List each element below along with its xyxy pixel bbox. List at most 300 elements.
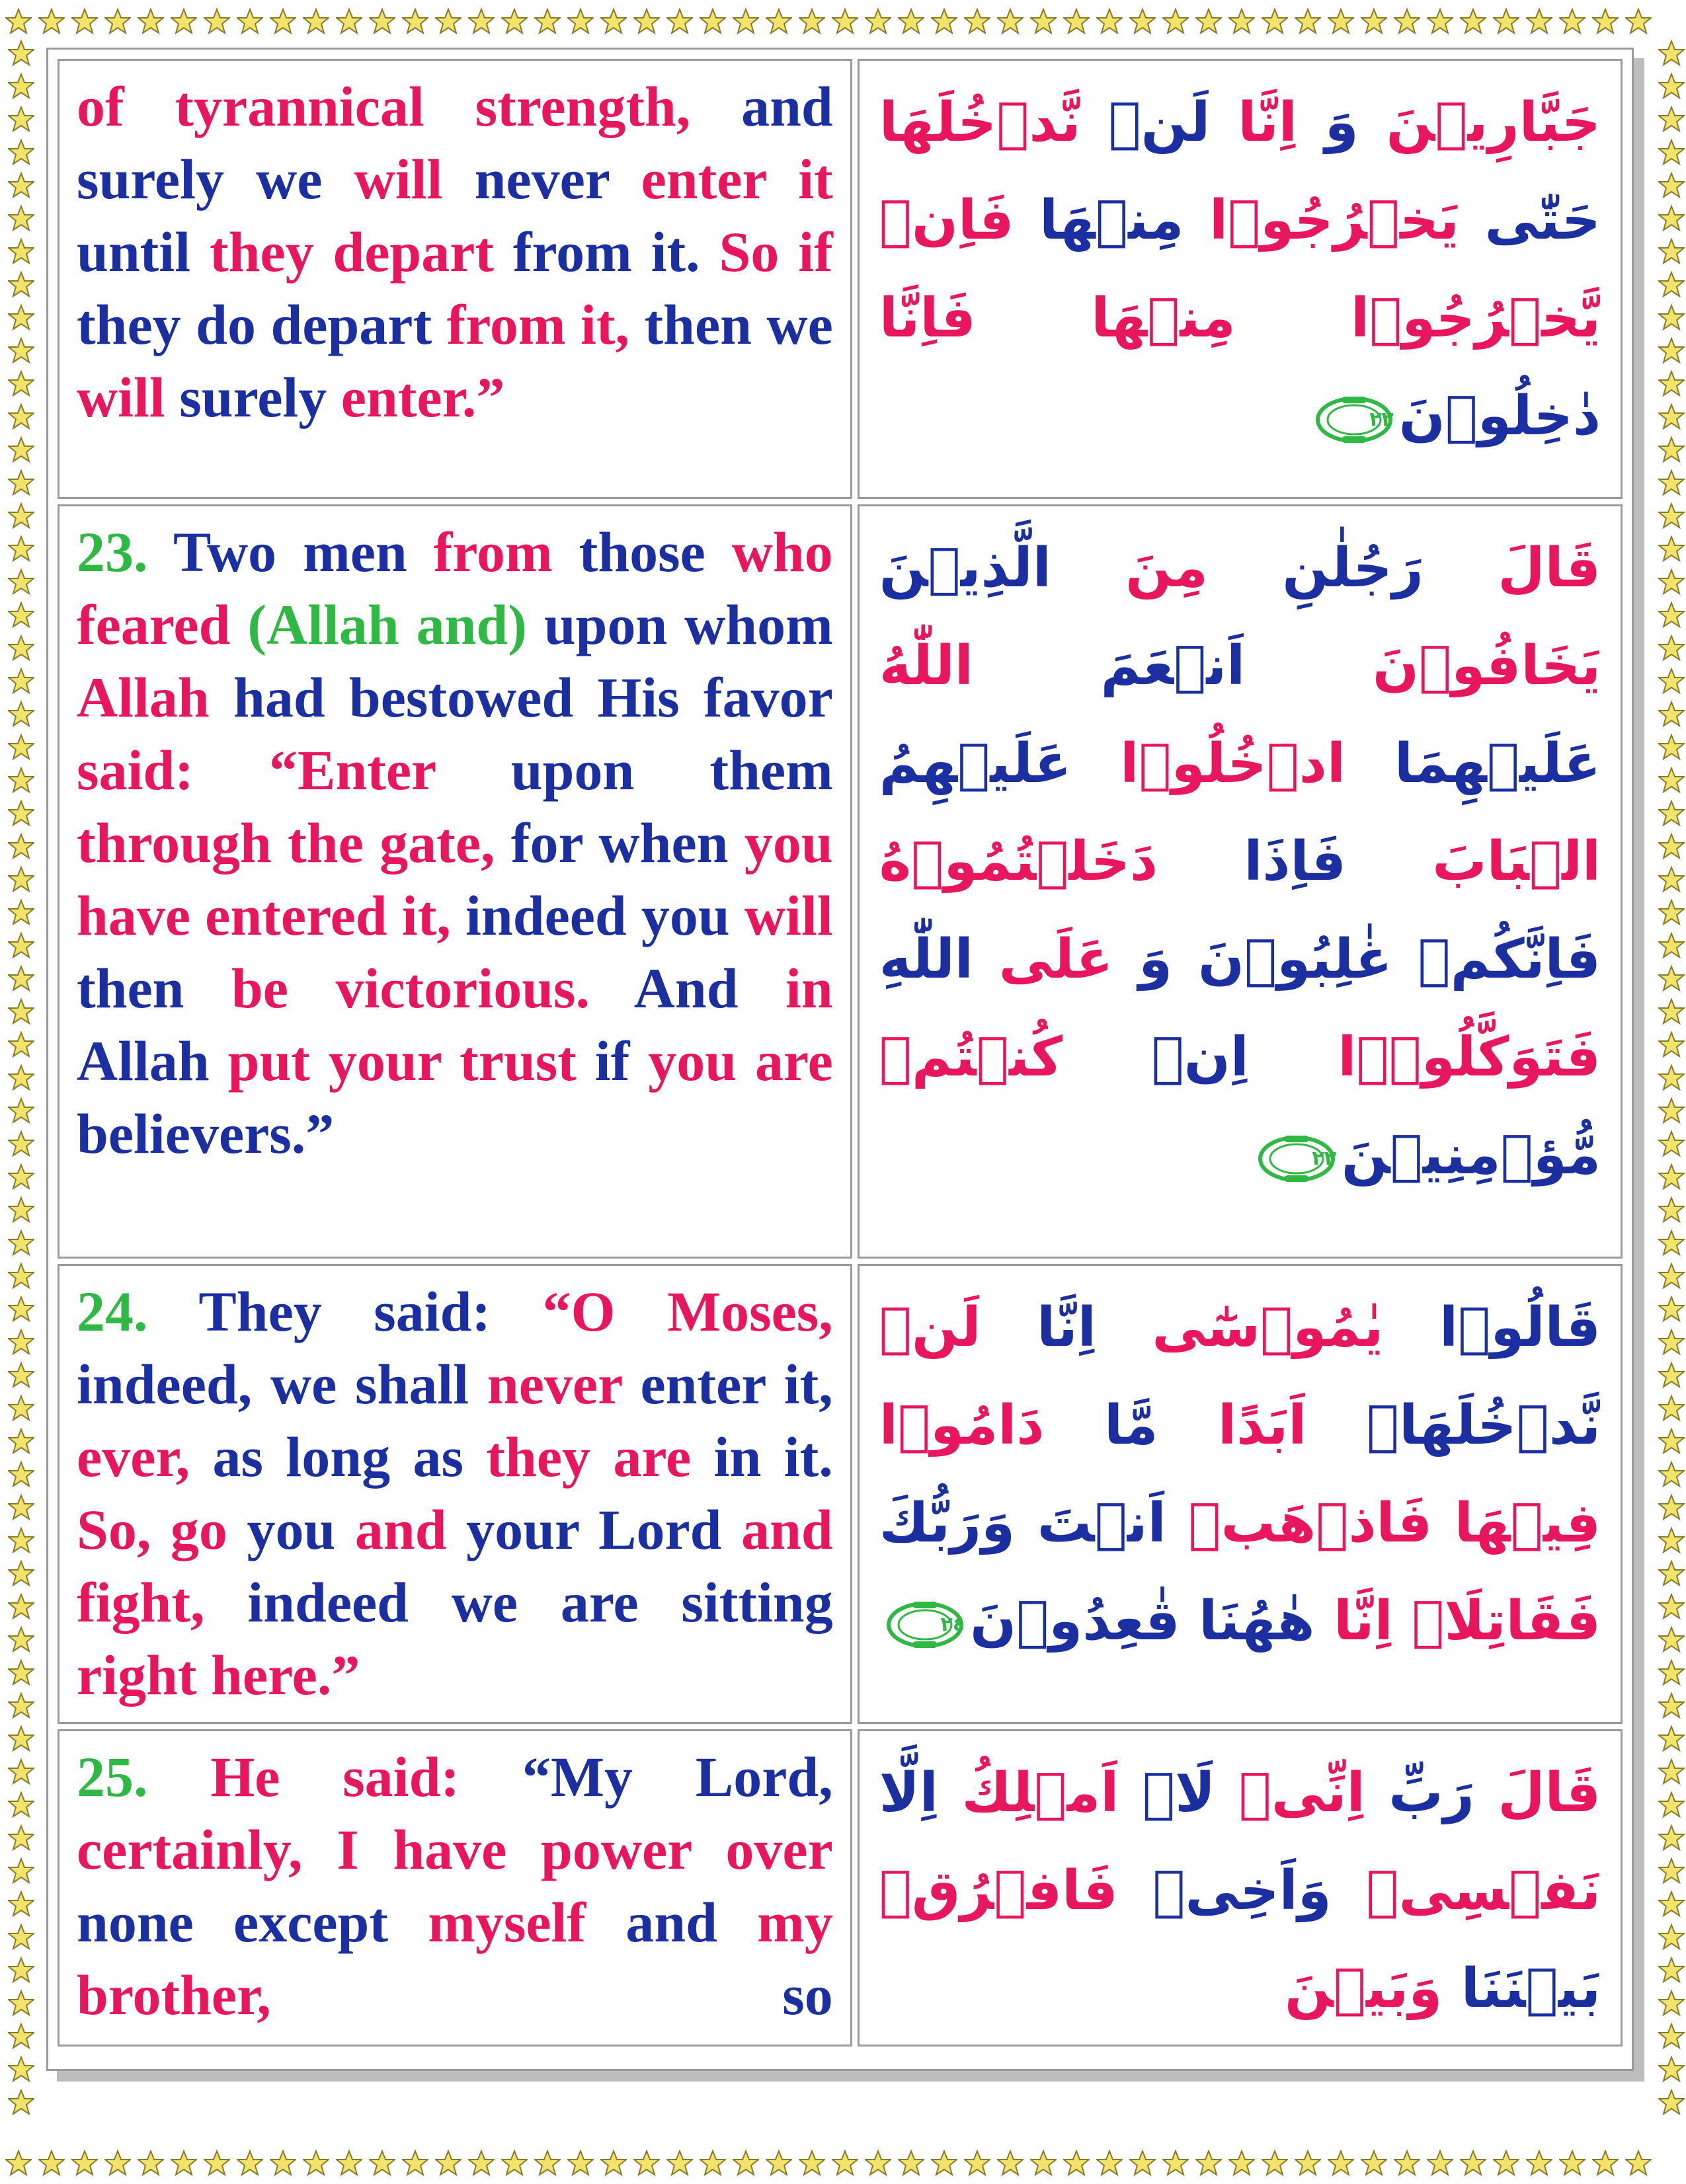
star-icon	[38, 8, 65, 34]
star-icon	[1658, 866, 1685, 892]
star-icon	[8, 535, 34, 562]
star-icon	[1658, 2023, 1685, 2049]
star-icon	[1658, 833, 1685, 859]
arabic-segment: لَاۤ	[1119, 1762, 1239, 1824]
star-icon	[766, 8, 792, 34]
star-icon	[501, 2150, 528, 2176]
star-icon	[8, 73, 34, 99]
star-icon	[204, 2150, 230, 2176]
english-segment: who feared	[77, 520, 833, 656]
star-icon	[8, 106, 34, 132]
english-segment: upon whom	[526, 593, 833, 656]
star-icon	[1262, 2150, 1288, 2176]
star-icon	[1658, 1296, 1685, 1322]
star-icon	[1658, 965, 1685, 992]
arabic-segment: فَافۡرُقۡ	[879, 1859, 1118, 1922]
star-icon	[8, 833, 34, 859]
english-segment: those	[552, 520, 732, 584]
star-icon	[1658, 469, 1685, 496]
star-icon	[997, 2150, 1024, 2176]
star-icon	[1129, 8, 1156, 34]
english-segment: Allah	[77, 666, 210, 729]
arabic-segment: وَ	[1297, 91, 1386, 154]
star-icon	[1295, 8, 1321, 34]
ayah-number: ٢٢	[1369, 407, 1394, 431]
star-icon	[8, 1990, 34, 2016]
arabic-segment: وَرَبُّكَ	[879, 1492, 1037, 1555]
star-icon	[1096, 2150, 1123, 2176]
star-icon	[1096, 8, 1123, 34]
star-icon	[8, 1428, 34, 1454]
ayah-end-marker-icon	[1257, 1134, 1336, 1183]
star-icon	[8, 1957, 34, 1983]
star-icon	[1063, 2150, 1090, 2176]
star-icon	[1361, 2150, 1387, 2176]
arabic-segment: لَنۡ	[879, 1296, 1037, 1359]
star-icon	[898, 2150, 924, 2176]
star-icon	[1658, 1725, 1685, 1752]
star-icon	[303, 2150, 329, 2176]
star-icon	[8, 1229, 34, 1256]
english-segment: so	[782, 1963, 833, 2027]
star-icon	[468, 8, 495, 34]
star-icon	[171, 2150, 197, 2176]
star-icon	[1658, 734, 1685, 760]
arabic-segment: فَتَوَكَّلُوۡۤا	[1338, 1026, 1601, 1089]
english-segment: will	[744, 884, 833, 947]
star-icon	[1592, 8, 1619, 34]
english-segment: enter.”	[341, 366, 505, 429]
arabic-segment: مِنۡهَا	[1014, 189, 1209, 252]
star-icon	[71, 2150, 98, 2176]
arabic-segment: ادۡخُلُوۡا	[1120, 732, 1345, 795]
star-icon	[1129, 2150, 1156, 2176]
star-icon	[666, 8, 693, 34]
star-icon	[1658, 2089, 1685, 2115]
english-translation-cell	[58, 59, 852, 499]
star-icon	[8, 370, 34, 397]
arabic-segment: اَنۡتَ	[1037, 1492, 1166, 1555]
star-icon	[964, 8, 990, 34]
star-icon	[1658, 1362, 1685, 1388]
star-border-left	[3, 0, 42, 2181]
star-icon	[8, 932, 34, 958]
english-segment: in it.	[691, 1425, 833, 1489]
star-icon	[1658, 1593, 1685, 1619]
english-segment: they do depart	[77, 293, 447, 356]
star-icon	[8, 1263, 34, 1289]
arabic-segment: عَلَى	[998, 928, 1113, 991]
star-icon	[1658, 1626, 1685, 1653]
star-icon	[1493, 8, 1519, 34]
star-icon	[8, 436, 34, 463]
star-icon	[1658, 1031, 1685, 1058]
star-icon	[8, 1097, 34, 1124]
english-segment: until	[77, 220, 210, 284]
star-icon	[997, 8, 1024, 34]
star-icon	[8, 337, 34, 364]
arabic-segment: مِنَ	[1125, 537, 1208, 600]
star-icon	[8, 1593, 34, 1619]
star-icon	[8, 1163, 34, 1190]
star-icon	[898, 8, 924, 34]
arabic-segment: فَاِنَّا	[879, 287, 1092, 350]
star-icon	[1658, 1924, 1685, 1950]
star-icon	[8, 866, 34, 892]
arabic-segment: اِنۡ	[1063, 1026, 1338, 1089]
english-segment: you are	[648, 1029, 833, 1093]
english-segment: And	[590, 956, 786, 1020]
star-icon	[8, 40, 34, 66]
star-icon	[237, 8, 263, 34]
star-icon	[1658, 1659, 1685, 1686]
english-segment: indeed we are sitting	[204, 1571, 833, 1634]
english-segment: of tyrannical strength,	[77, 75, 691, 138]
arabic-segment: دَامُوۡا	[879, 1394, 1104, 1457]
arabic-segment: دٰخِلُوۡنَ	[1398, 385, 1601, 448]
star-icon	[1526, 2150, 1552, 2176]
arabic-text	[860, 506, 1621, 1211]
arabic-segment: كُنۡتُمۡ	[879, 1026, 1063, 1089]
english-segment: my	[757, 1891, 833, 1954]
arabic-segment: يَخَافُوۡنَ	[1373, 635, 1601, 697]
star-icon	[799, 8, 825, 34]
star-icon	[8, 238, 34, 264]
star-icon	[1658, 1560, 1685, 1586]
star-icon	[964, 2150, 990, 2176]
arabic-segment: فَاذۡهَبۡ	[1166, 1492, 1455, 1555]
star-icon	[8, 1527, 34, 1553]
ayah-number: ٢٣	[1312, 1146, 1336, 1170]
english-segment: “O Moses,	[542, 1280, 833, 1343]
star-icon	[369, 2150, 395, 2176]
star-icon	[1658, 1461, 1685, 1487]
star-icon	[832, 8, 858, 34]
star-icon	[1030, 8, 1057, 34]
english-segment: and surely we	[77, 75, 833, 211]
arabic-segment: رَجُلٰنِ	[1207, 537, 1498, 600]
star-icon	[1658, 668, 1685, 694]
english-translation-cell	[58, 1264, 852, 1724]
arabic-segment: نَّدۡخُلَهَاۤ	[1366, 1394, 1601, 1457]
star-icon	[8, 899, 34, 925]
english-segment: in	[785, 956, 833, 1020]
arabic-segment: فِيۡهَا	[1454, 1492, 1601, 1555]
star-icon	[567, 2150, 594, 2176]
star-icon	[534, 8, 561, 34]
star-icon	[8, 1560, 34, 1586]
star-icon	[600, 8, 627, 34]
english-segment: if	[576, 1029, 649, 1093]
star-icon	[1162, 8, 1189, 34]
star-icon	[435, 8, 462, 34]
english-segment: right here.”	[77, 1643, 360, 1707]
star-icon	[8, 635, 34, 661]
star-icon	[71, 8, 98, 34]
arabic-segment: وَبَيۡنَ	[1285, 1957, 1443, 2020]
star-icon	[1658, 535, 1685, 562]
english-segment: from	[433, 520, 553, 584]
star-icon	[1658, 800, 1685, 826]
english-segment: your Lord	[446, 1498, 742, 1561]
english-segment: 24.	[77, 1280, 148, 1343]
star-icon	[1658, 1494, 1685, 1520]
star-icon	[1658, 701, 1685, 727]
star-icon	[1559, 8, 1586, 34]
arabic-text	[860, 1731, 1621, 2045]
arabic-segment: حَتّٰى	[1459, 189, 1601, 252]
star-icon	[8, 304, 34, 331]
star-icon	[8, 2089, 34, 2115]
english-segment: myself	[428, 1891, 586, 1954]
english-translation-cell	[58, 1729, 852, 2047]
arabic-text	[860, 61, 1621, 472]
star-icon	[468, 2150, 495, 2176]
star-icon	[8, 1791, 34, 1818]
star-icon	[1658, 1163, 1685, 1190]
star-icon	[600, 2150, 627, 2176]
star-icon	[865, 2150, 891, 2176]
arabic-segment: نَّدۡخُلَهَا	[879, 91, 1081, 154]
star-icon	[733, 8, 759, 34]
star-icon	[666, 2150, 693, 2176]
verse-row	[58, 1729, 1623, 2047]
star-border-top	[0, 3, 1686, 42]
star-icon	[1658, 1263, 1685, 1289]
star-icon	[1295, 2150, 1321, 2176]
english-segment: said: “Enter	[77, 738, 436, 802]
english-text	[60, 1731, 850, 2039]
star-icon	[865, 8, 891, 34]
english-segment: never	[487, 1352, 622, 1416]
english-segment: from it,	[446, 293, 630, 356]
arabic-segment: اللّٰهُ	[879, 635, 973, 697]
star-icon	[1658, 1824, 1685, 1851]
english-segment: enter it,	[622, 1352, 833, 1416]
arabic-segment: بَيۡنَنَا	[1442, 1957, 1601, 2020]
star-icon	[8, 1461, 34, 1487]
star-icon	[8, 998, 34, 1025]
arabic-segment: يَخۡرُجُوۡا	[1209, 189, 1459, 252]
arabic-segment: فَاِذَا	[1158, 830, 1433, 893]
star-icon	[8, 2056, 34, 2082]
star-icon	[1427, 2150, 1453, 2176]
star-icon	[8, 1296, 34, 1322]
star-icon	[1658, 139, 1685, 165]
star-border-bottom	[0, 2144, 1686, 2184]
star-icon	[8, 1659, 34, 1686]
star-icon	[1658, 932, 1685, 958]
english-segment: surely	[165, 366, 341, 429]
english-segment: believers.”	[77, 1102, 335, 1165]
star-border-right	[1653, 0, 1686, 2181]
star-icon	[1427, 8, 1453, 34]
english-segment: you	[227, 1498, 355, 1561]
star-icon	[1658, 1692, 1685, 1719]
star-icon	[8, 734, 34, 760]
star-icon	[1658, 1064, 1685, 1091]
star-icon	[1625, 2150, 1652, 2176]
star-icon	[1328, 8, 1354, 34]
arabic-segment: مَّا	[1104, 1394, 1158, 1457]
star-icon	[700, 2150, 726, 2176]
english-segment: they are	[486, 1425, 692, 1489]
star-icon	[1658, 205, 1685, 231]
star-icon	[1460, 2150, 1486, 2176]
star-icon	[8, 701, 34, 727]
english-segment: from it.	[494, 220, 719, 284]
star-icon	[402, 2150, 428, 2176]
star-icon	[1658, 304, 1685, 331]
star-icon	[799, 2150, 825, 2176]
verse-row	[58, 504, 1623, 1259]
star-icon	[138, 2150, 164, 2176]
verse-table	[52, 54, 1628, 2052]
star-icon	[8, 172, 34, 198]
star-icon	[633, 8, 660, 34]
star-icon	[171, 8, 197, 34]
star-icon	[1658, 1428, 1685, 1454]
star-icon	[1658, 1097, 1685, 1124]
arabic-segment: قٰعِدُوۡنَ	[970, 1590, 1199, 1653]
arabic-segment: اِنَّا	[1314, 1590, 1412, 1653]
star-icon	[1658, 998, 1685, 1025]
star-icon	[402, 8, 428, 34]
star-icon	[1658, 172, 1685, 198]
arabic-segment: قَالَ	[1498, 537, 1601, 600]
star-icon	[8, 2023, 34, 2049]
arabic-segment: دَخَلۡتُمُوۡهُ	[879, 830, 1158, 893]
arabic-segment: فَقَاتِلَاۤ	[1412, 1590, 1601, 1653]
star-icon	[1658, 238, 1685, 264]
english-segment: indeed, we shall	[77, 1352, 487, 1416]
star-icon	[8, 568, 34, 595]
arabic-segment: نَفۡسِىۡ	[1366, 1859, 1601, 1922]
english-segment: 23.	[77, 520, 148, 584]
star-icon	[1658, 767, 1685, 793]
star-icon	[1658, 1130, 1685, 1157]
star-icon	[237, 2150, 263, 2176]
english-segment: never	[442, 147, 641, 211]
star-icon	[38, 2150, 65, 2176]
english-segment: indeed you	[450, 884, 744, 947]
arabic-segment: قَالَ	[1498, 1762, 1601, 1824]
star-icon	[633, 2150, 660, 2176]
english-segment: will	[354, 147, 443, 211]
star-icon	[1030, 2150, 1057, 2176]
star-icon	[1658, 403, 1685, 430]
english-segment: through the gate,	[77, 811, 495, 875]
star-icon	[1328, 2150, 1354, 2176]
star-icon	[1658, 1758, 1685, 1785]
arabic-segment: هٰهُنَا	[1199, 1590, 1315, 1653]
star-icon	[1559, 2150, 1586, 2176]
star-icon	[1658, 40, 1685, 66]
ayah-end-marker-icon	[885, 1600, 965, 1649]
arabic-segment: اَبَدًا	[1158, 1394, 1367, 1457]
star-icon	[832, 2150, 858, 2176]
star-icon	[8, 1196, 34, 1223]
star-icon	[1658, 271, 1685, 297]
star-icon	[1658, 1857, 1685, 1884]
star-icon	[8, 800, 34, 826]
star-icon	[8, 271, 34, 297]
star-icon	[567, 8, 594, 34]
english-segment: brother,	[77, 1963, 783, 2027]
star-icon	[8, 502, 34, 529]
star-icon	[1658, 1527, 1685, 1553]
star-icon	[1658, 1229, 1685, 1256]
star-icon	[501, 8, 528, 34]
english-segment: “My Lord,	[522, 1745, 833, 1809]
english-segment: will	[77, 366, 165, 429]
star-icon	[204, 8, 230, 34]
star-icon	[1658, 436, 1685, 463]
star-icon	[1625, 8, 1652, 34]
star-icon	[1658, 106, 1685, 132]
english-segment: So, go	[77, 1498, 227, 1561]
arabic-segment: لَنۡ	[1080, 91, 1238, 154]
star-icon	[270, 2150, 296, 2176]
english-segment: you have entered it,	[77, 811, 833, 947]
english-translation-cell	[58, 504, 852, 1259]
star-icon	[8, 1692, 34, 1719]
arabic-segment: يَّخۡرُجُوۡا	[1235, 287, 1601, 350]
star-icon	[270, 8, 296, 34]
star-icon	[1658, 73, 1685, 99]
star-icon	[8, 1758, 34, 1785]
arabic-segment: يٰمُوۡسٰٓى	[1096, 1296, 1439, 1359]
star-icon	[8, 1725, 34, 1752]
english-segment: enter it	[641, 147, 833, 211]
star-icon	[8, 1064, 34, 1091]
star-icon	[1658, 1957, 1685, 1983]
english-segment: Two men	[147, 520, 434, 584]
arabic-segment: اِلَّا	[879, 1762, 962, 1824]
english-segment: they depart	[209, 220, 495, 284]
star-icon	[8, 1362, 34, 1388]
star-icon	[733, 2150, 759, 2176]
arabic-text-cell	[858, 1264, 1623, 1724]
english-segment: Allah	[77, 1029, 228, 1093]
star-icon	[8, 1031, 34, 1058]
arabic-segment: قَالُوۡا	[1439, 1296, 1601, 1359]
english-segment: put your trust	[227, 1029, 577, 1093]
english-segment: (Allah and)	[230, 593, 527, 656]
arabic-segment: وَاَخِىۡ	[1117, 1859, 1367, 1922]
arabic-segment: مُّؤۡمِنِيۡنَ	[1341, 1124, 1601, 1187]
verse-row	[58, 1264, 1623, 1724]
english-segment: They said:	[147, 1280, 543, 1343]
star-icon	[1063, 8, 1090, 34]
star-icon	[1262, 8, 1288, 34]
english-segment: ever,	[77, 1425, 190, 1489]
arabic-segment: فَاِنۡ	[879, 189, 1014, 252]
english-segment: had bestowed His favor	[209, 666, 833, 729]
star-icon	[8, 767, 34, 793]
arabic-segment: اِنِّىۡ	[1238, 1762, 1365, 1824]
star-icon	[1658, 899, 1685, 925]
star-icon	[1658, 635, 1685, 661]
star-icon	[1195, 8, 1222, 34]
star-icon	[534, 2150, 561, 2176]
arabic-text-cell	[858, 1729, 1623, 2047]
arabic-segment: اَمۡلِكُ	[961, 1762, 1119, 1824]
star-icon	[1658, 1196, 1685, 1223]
ayah-end-marker-icon	[1314, 395, 1394, 444]
english-text	[60, 1266, 850, 1719]
star-icon	[8, 1395, 34, 1421]
